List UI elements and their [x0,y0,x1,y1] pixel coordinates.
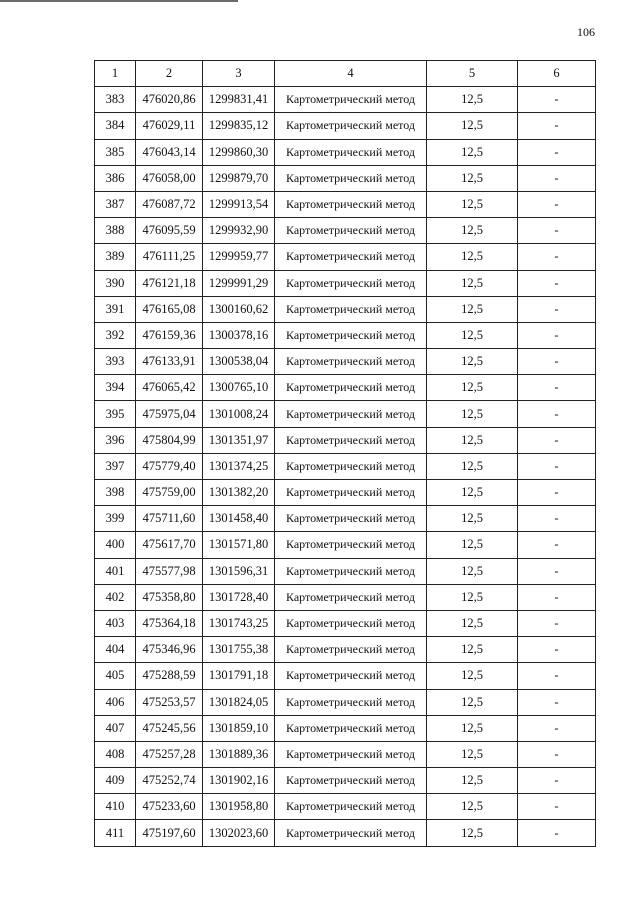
cell-method: Картометрический метод [275,191,427,217]
cell-description: - [518,794,596,820]
header-rule [0,0,238,2]
cell-x-coordinate: 475346,96 [136,637,203,663]
cell-accuracy: 12,5 [427,663,518,689]
cell-accuracy: 12,5 [427,322,518,348]
cell-y-coordinate: 1300378,16 [203,322,275,348]
cell-y-coordinate: 1301902,16 [203,768,275,794]
cell-accuracy: 12,5 [427,768,518,794]
cell-y-coordinate: 1301571,80 [203,532,275,558]
cell-point-number: 384 [95,113,136,139]
cell-description: - [518,87,596,113]
cell-x-coordinate: 475253,57 [136,689,203,715]
table-row [95,794,596,820]
table-row [95,610,596,636]
cell-point-number: 407 [95,715,136,741]
cell-method: Картометрический метод [275,715,427,741]
table-row [95,637,596,663]
cell-accuracy: 12,5 [427,218,518,244]
cell-accuracy: 12,5 [427,349,518,375]
cell-description: - [518,584,596,610]
cell-point-number: 405 [95,663,136,689]
table-row [95,113,596,139]
cell-method: Картометрический метод [275,794,427,820]
cell-point-number: 404 [95,637,136,663]
cell-y-coordinate: 1301596,31 [203,558,275,584]
cell-y-coordinate: 1299932,90 [203,218,275,244]
cell-x-coordinate: 475617,70 [136,532,203,558]
cell-x-coordinate: 475252,74 [136,768,203,794]
cell-description: - [518,453,596,479]
cell-x-coordinate: 476095,59 [136,218,203,244]
cell-point-number: 396 [95,427,136,453]
table-row [95,663,596,689]
cell-accuracy: 12,5 [427,191,518,217]
cell-method: Картометрический метод [275,427,427,453]
cell-x-coordinate: 476087,72 [136,191,203,217]
cell-accuracy: 12,5 [427,427,518,453]
cell-accuracy: 12,5 [427,270,518,296]
cell-method: Картометрический метод [275,375,427,401]
cell-description: - [518,191,596,217]
cell-x-coordinate: 475233,60 [136,794,203,820]
cell-method: Картометрический метод [275,296,427,322]
table-row [95,165,596,191]
table-row [95,558,596,584]
cell-y-coordinate: 1299879,70 [203,165,275,191]
cell-accuracy: 12,5 [427,820,518,846]
cell-y-coordinate: 1300765,10 [203,375,275,401]
table-row [95,139,596,165]
column-header-x: 2 [136,61,203,87]
column-header-description: 6 [518,61,596,87]
table-row [95,349,596,375]
cell-point-number: 401 [95,558,136,584]
cell-description: - [518,768,596,794]
cell-description: - [518,270,596,296]
table-header-row [95,61,596,87]
cell-accuracy: 12,5 [427,558,518,584]
cell-y-coordinate: 1300160,62 [203,296,275,322]
cell-y-coordinate: 1299959,77 [203,244,275,270]
table-row [95,480,596,506]
cell-accuracy: 12,5 [427,637,518,663]
cell-point-number: 392 [95,322,136,348]
table-row [95,741,596,767]
cell-description: - [518,689,596,715]
cell-method: Картометрический метод [275,270,427,296]
table-row [95,768,596,794]
cell-description: - [518,610,596,636]
cell-description: - [518,663,596,689]
cell-accuracy: 12,5 [427,139,518,165]
column-header-method: 4 [275,61,427,87]
cell-accuracy: 12,5 [427,375,518,401]
cell-x-coordinate: 475245,56 [136,715,203,741]
cell-y-coordinate: 1301382,20 [203,480,275,506]
cell-description: - [518,637,596,663]
cell-point-number: 410 [95,794,136,820]
table-row [95,689,596,715]
cell-description: - [518,218,596,244]
cell-y-coordinate: 1301351,97 [203,427,275,453]
cell-point-number: 408 [95,741,136,767]
cell-point-number: 391 [95,296,136,322]
cell-accuracy: 12,5 [427,794,518,820]
cell-y-coordinate: 1300538,04 [203,349,275,375]
cell-y-coordinate: 1301008,24 [203,401,275,427]
cell-method: Картометрический метод [275,506,427,532]
cell-description: - [518,558,596,584]
cell-method: Картометрический метод [275,820,427,846]
cell-y-coordinate: 1301728,40 [203,584,275,610]
cell-x-coordinate: 475975,04 [136,401,203,427]
cell-method: Картометрический метод [275,689,427,715]
cell-x-coordinate: 476043,14 [136,139,203,165]
cell-x-coordinate: 476165,08 [136,296,203,322]
cell-y-coordinate: 1301755,38 [203,637,275,663]
cell-description: - [518,139,596,165]
cell-accuracy: 12,5 [427,113,518,139]
cell-method: Картометрический метод [275,532,427,558]
table-row [95,401,596,427]
cell-accuracy: 12,5 [427,244,518,270]
cell-description: - [518,741,596,767]
cell-x-coordinate: 475759,00 [136,480,203,506]
column-header-point-number: 1 [95,61,136,87]
cell-point-number: 400 [95,532,136,558]
cell-accuracy: 12,5 [427,401,518,427]
cell-y-coordinate: 1301743,25 [203,610,275,636]
cell-point-number: 387 [95,191,136,217]
cell-y-coordinate: 1301824,05 [203,689,275,715]
cell-x-coordinate: 475364,18 [136,610,203,636]
cell-point-number: 402 [95,584,136,610]
cell-y-coordinate: 1299991,29 [203,270,275,296]
table-body [95,87,596,846]
cell-method: Картометрический метод [275,401,427,427]
cell-method: Картометрический метод [275,558,427,584]
cell-x-coordinate: 475288,59 [136,663,203,689]
cell-method: Картометрический метод [275,113,427,139]
table-row [95,453,596,479]
cell-description: - [518,401,596,427]
cell-accuracy: 12,5 [427,689,518,715]
cell-x-coordinate: 476029,11 [136,113,203,139]
cell-y-coordinate: 1301859,10 [203,715,275,741]
cell-description: - [518,506,596,532]
cell-y-coordinate: 1301958,80 [203,794,275,820]
cell-method: Картометрический метод [275,610,427,636]
cell-method: Картометрический метод [275,584,427,610]
cell-y-coordinate: 1301374,25 [203,453,275,479]
table-row [95,506,596,532]
column-header-y: 3 [203,61,275,87]
cell-y-coordinate: 1301889,36 [203,741,275,767]
cell-x-coordinate: 475804,99 [136,427,203,453]
coordinates-table [94,60,596,847]
cell-method: Картометрический метод [275,480,427,506]
cell-point-number: 403 [95,610,136,636]
cell-x-coordinate: 476058,00 [136,165,203,191]
cell-point-number: 397 [95,453,136,479]
cell-point-number: 409 [95,768,136,794]
cell-point-number: 386 [95,165,136,191]
cell-x-coordinate: 476065,42 [136,375,203,401]
cell-accuracy: 12,5 [427,584,518,610]
cell-description: - [518,375,596,401]
cell-description: - [518,296,596,322]
cell-description: - [518,349,596,375]
cell-x-coordinate: 475358,80 [136,584,203,610]
cell-x-coordinate: 476121,18 [136,270,203,296]
cell-point-number: 383 [95,87,136,113]
cell-x-coordinate: 476111,25 [136,244,203,270]
cell-x-coordinate: 475577,98 [136,558,203,584]
cell-point-number: 385 [95,139,136,165]
cell-method: Картометрический метод [275,637,427,663]
cell-point-number: 390 [95,270,136,296]
table-row [95,322,596,348]
cell-description: - [518,427,596,453]
cell-description: - [518,715,596,741]
cell-point-number: 411 [95,820,136,846]
table-row [95,427,596,453]
table-row [95,270,596,296]
cell-method: Картометрический метод [275,218,427,244]
cell-method: Картометрический метод [275,741,427,767]
cell-x-coordinate: 475197,60 [136,820,203,846]
cell-x-coordinate: 475711,60 [136,506,203,532]
cell-x-coordinate: 476133,91 [136,349,203,375]
cell-method: Картометрический метод [275,165,427,191]
cell-point-number: 398 [95,480,136,506]
cell-method: Картометрический метод [275,453,427,479]
cell-description: - [518,113,596,139]
cell-method: Картометрический метод [275,87,427,113]
table-row [95,820,596,846]
cell-accuracy: 12,5 [427,453,518,479]
cell-description: - [518,165,596,191]
cell-accuracy: 12,5 [427,741,518,767]
cell-y-coordinate: 1299913,54 [203,191,275,217]
table-row [95,218,596,244]
cell-point-number: 388 [95,218,136,244]
cell-method: Картометрический метод [275,349,427,375]
cell-method: Картометрический метод [275,322,427,348]
cell-x-coordinate: 476159,36 [136,322,203,348]
cell-y-coordinate: 1301458,40 [203,506,275,532]
cell-accuracy: 12,5 [427,165,518,191]
cell-y-coordinate: 1299831,41 [203,87,275,113]
cell-x-coordinate: 475257,28 [136,741,203,767]
table-row [95,191,596,217]
cell-point-number: 395 [95,401,136,427]
cell-accuracy: 12,5 [427,506,518,532]
cell-description: - [518,532,596,558]
cell-point-number: 393 [95,349,136,375]
cell-point-number: 394 [95,375,136,401]
table-row [95,296,596,322]
cell-accuracy: 12,5 [427,296,518,322]
cell-method: Картометрический метод [275,768,427,794]
table-row [95,244,596,270]
cell-y-coordinate: 1299835,12 [203,113,275,139]
cell-point-number: 399 [95,506,136,532]
cell-accuracy: 12,5 [427,480,518,506]
table-row [95,715,596,741]
table-row [95,584,596,610]
cell-point-number: 406 [95,689,136,715]
cell-method: Картометрический метод [275,244,427,270]
cell-x-coordinate: 476020,86 [136,87,203,113]
cell-y-coordinate: 1302023,60 [203,820,275,846]
cell-description: - [518,244,596,270]
cell-method: Картометрический метод [275,663,427,689]
table-row [95,375,596,401]
cell-method: Картометрический метод [275,139,427,165]
cell-point-number: 389 [95,244,136,270]
page-number: 106 [577,25,595,39]
cell-y-coordinate: 1299860,30 [203,139,275,165]
cell-description: - [518,480,596,506]
cell-accuracy: 12,5 [427,532,518,558]
table-row [95,87,596,113]
table-row [95,532,596,558]
cell-accuracy: 12,5 [427,87,518,113]
cell-description: - [518,322,596,348]
cell-x-coordinate: 475779,40 [136,453,203,479]
column-header-accuracy: 5 [427,61,518,87]
cell-accuracy: 12,5 [427,610,518,636]
cell-accuracy: 12,5 [427,715,518,741]
cell-y-coordinate: 1301791,18 [203,663,275,689]
cell-description: - [518,820,596,846]
